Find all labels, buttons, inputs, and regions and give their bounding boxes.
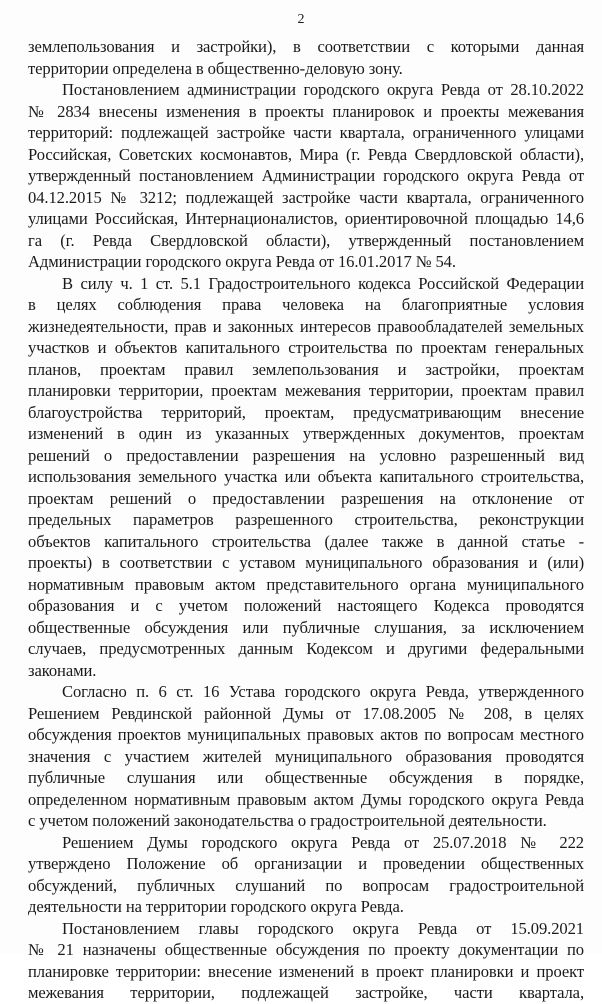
text-line: жизнедеятельности, прав и законных интересов правообладателей земельных [28, 316, 584, 336]
text-line: Постановлением администрации городского округа Ревда от 28.10.2022 [62, 80, 584, 99]
text-line: обсуждения проектов муниципальных правовых актов по вопросам местного [28, 725, 584, 744]
text-line: межевания территории, подлежащей застройке, части квартала, [28, 983, 584, 1002]
text-line: обсуждений, публичных слушаний по вопросам градостроительной [28, 875, 584, 895]
page-number: 2 [297, 12, 305, 27]
text-line: в целях соблюдения права человека на благоприятные условия [28, 295, 584, 314]
text-line: утверждено Положение об организации и проведении общественных [28, 854, 584, 873]
text-line: В силу ч. 1 ст. 5.1 Градостроительного кодекса Российской Федерации [62, 273, 584, 293]
text-line: землепользования и застройки), в соответствии с которыми данная [28, 37, 584, 56]
text-line: значения с участием жителей муниципального образования проводятся [28, 746, 584, 766]
text-line: территории определена в общественно-деловую зону. [28, 58, 403, 78]
text-line: 04.12.2015 № 3212; подлежащей застройке части квартала, ограниченного [28, 187, 584, 207]
text-line: случаев, предусмотренных данным Кодексом и другими федеральными [28, 639, 584, 658]
text-line: общественные обсуждения или публичные слушания, за исключением [28, 617, 584, 637]
text-line: объектов капитального строительства (далее также в данной статье - [28, 531, 584, 551]
text-line: законами. [28, 660, 97, 680]
text-line: планировки территории, проектам межевания территории, проектам правил [28, 381, 584, 400]
paragraph [28, 36, 584, 79]
text-line: проектам решений о предоставлении разрешения на отклонение от [28, 488, 584, 508]
paragraph [28, 273, 584, 682]
paragraph [28, 832, 584, 918]
text-line: использования земельного участка или объекта капитального строительства, [28, 467, 584, 486]
text-line: Российская, Советских космонавтов, Мира (г. Ревда Свердловской области), [28, 144, 584, 164]
paragraph [28, 681, 584, 832]
text-line: предельных параметров разрешенного строительства, реконструкции [28, 510, 584, 529]
text-line: № 2834 внесены изменения в проекты планировок и проекты межевания [28, 101, 584, 121]
text-line: нормативным правовым актом представительного органа муниципального [28, 574, 584, 594]
text-line: благоустройства территорий, проектам, предусматривающим внесение [28, 402, 584, 422]
text-line: территорий: подлежащей застройке части квартала, ограниченного улицами [28, 123, 584, 142]
text-line: деятельности на территории городского округа Ревда. [28, 897, 404, 916]
text-line: Решением Думы городского округа Ревда от 25.07.2018 № 222 [62, 832, 584, 852]
document-body [28, 36, 584, 1004]
text-line: проекты) в соответствии с уставом муниципального образования и (или) [28, 553, 584, 572]
text-line: изменений в один из указанных утвержденных документов, проектам [28, 424, 584, 443]
text-line: утвержденный постановлением Администрации городского округа Ревда от [28, 166, 584, 185]
text-line: Администрации городского округа Ревда от 16.01.2017 № 54. [28, 252, 456, 271]
text-line: с учетом положений законодательства о градостроительной деятельности. [28, 811, 547, 830]
text-line: улицами Российская, Интернационалистов, ориентировочной площадью 14,6 [28, 209, 584, 228]
text-line: публичные слушания или общественные обсуждения в порядке, [28, 768, 584, 787]
text-line: Постановлением главы городского округа Ревда от 15.09.2021 [62, 918, 584, 938]
text-line: Согласно п. 6 ст. 16 Устава городского округа Ревда, утвержденного [62, 682, 584, 701]
text-line: Решением Ревдинской районной Думы от 17.08.2005 № 208, в целях [28, 703, 584, 723]
text-line: планов, проектам правил землепользования и застройки, проектам [28, 359, 584, 379]
text-line: решений о предоставлении разрешения на условно разрешенный вид [28, 445, 584, 465]
text-line: участков и объектов капитального строительства по проектам генеральных [28, 338, 584, 357]
text-line: га (г. Ревда Свердловской области), утвержденный постановлением [28, 230, 584, 250]
text-line: № 21 назначены общественные обсуждения по проекту документации по [28, 940, 584, 959]
text-line: определенном нормативным правовым актом Думы городского округа Ревда [28, 789, 584, 809]
text-line: планировке территории: внесение изменений в проект планировки и проект [28, 961, 584, 981]
paragraph [28, 918, 584, 1004]
text-line: образования и с учетом положений настоящего Кодекса проводятся [28, 596, 584, 615]
paragraph [28, 79, 584, 273]
